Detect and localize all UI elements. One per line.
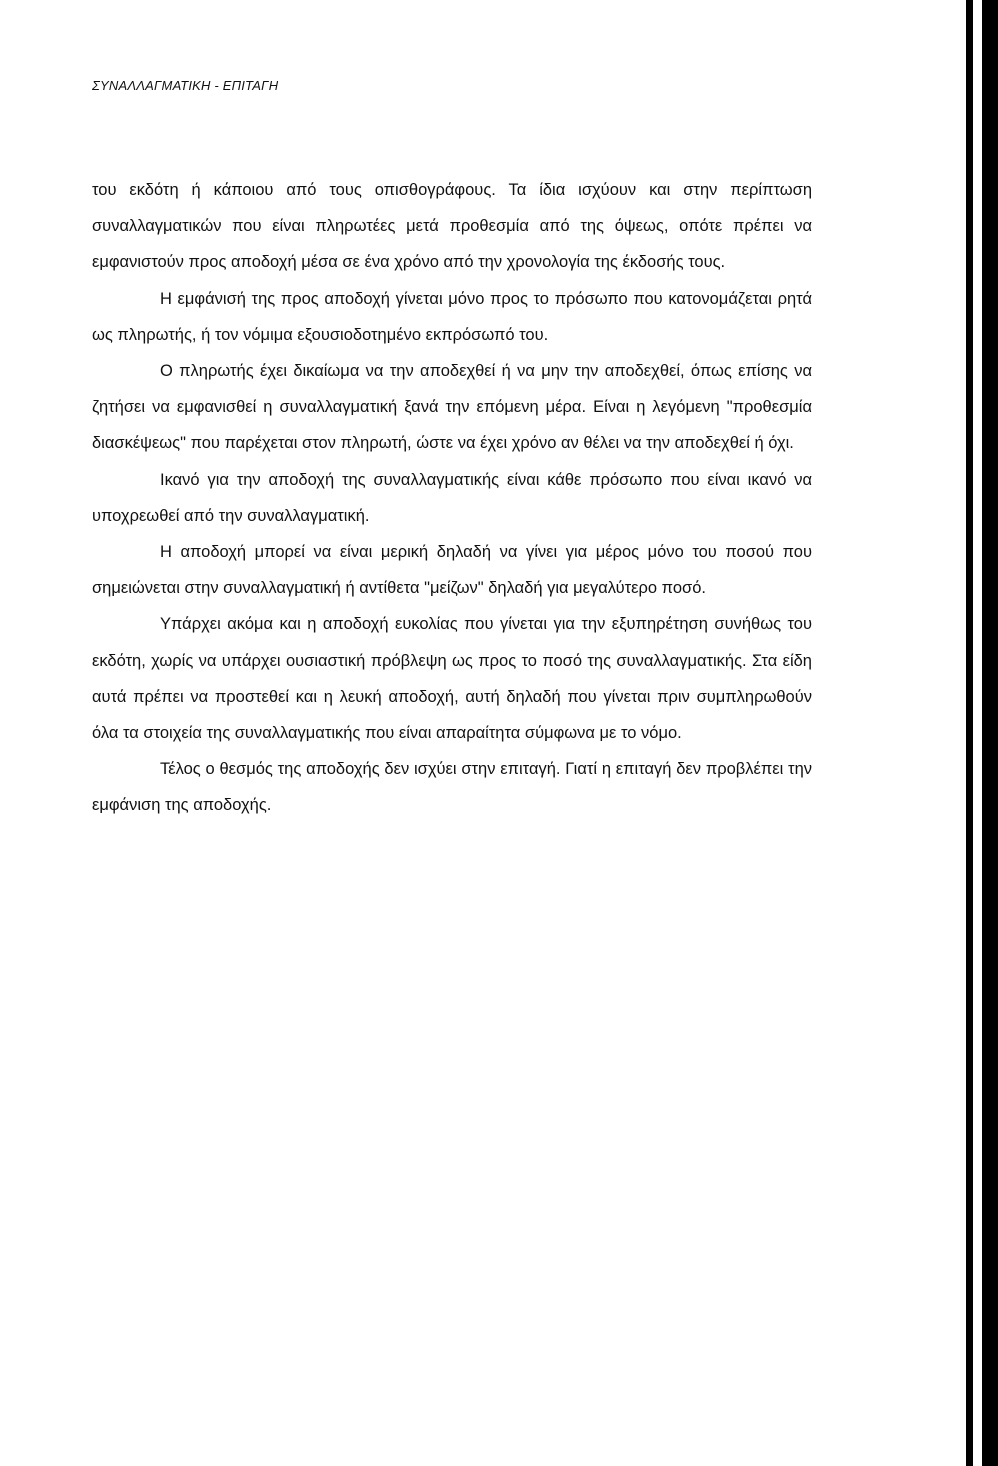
page-body bbox=[92, 172, 812, 824]
scan-edge-border bbox=[966, 0, 998, 1466]
paragraph-capacity: Ικανό για την αποδοχή της συναλλαγματικής είναι κάθε πρόσωπο που είναι ικανό να υποχρεωθεί από την συναλλαγματική. bbox=[92, 470, 812, 525]
scan-edge-gap bbox=[973, 0, 982, 1466]
paragraph-presentation-to-drawee: Η εμφάνισή της προς αποδοχή γίνεται μόνο προς το πρόσωπο που κατονομάζεται ρητά ως πληρωτής, ή τον νόμιμα εξουσιοδοτημένο εκπρόσωπό του. bbox=[92, 289, 812, 344]
paragraph-cheque-note: Τέλος ο θεσμός της αποδοχής δεν ισχύει στην επιταγή. Γιατί η επιταγή δεν προβλέπει την εμφάνιση της αποδοχής. bbox=[92, 760, 812, 815]
paragraph-drawee-rights: Ο πληρωτής έχει δικαίωμα να την αποδεχθεί ή να μην την αποδεχθεί, όπως επίσης να ζητήσει να εμφανισθεί η συναλλαγματική ξανά την επόμενη μέρα. Είναι η λεγόμενη "προθεσμία διασκέψεως" που παρέχεται στον πληρωτή, ώστε να έχει χρόνο αν θέλει να την αποδεχθεί ή όχι. bbox=[92, 362, 812, 453]
running-header: ΣΥΝΑΛΛΑΓΜΑΤΙΚΗ - ΕΠΙΤΑΓΗ bbox=[92, 78, 279, 93]
paragraph-continuation: του εκδότη ή κάποιου από τους οπισθογράφους. Τα ίδια ισχύουν και στην περίπτωση συναλλαγματικών που είναι πληρωτέες μετά προθεσμία από της όψεως, οπότε πρέπει να εμφανιστούν προς αποδοχή μέσα σε ένα χρόνο από την χρονολογία της έκδοσής τους. bbox=[92, 181, 812, 272]
paragraph-partial-acceptance: Η αποδοχή μπορεί να είναι μερική δηλαδή να γίνει για μέρος μόνο του ποσού που σημειώνεται στην συναλλαγματική ή αντίθετα "μείζων" δηλαδή για μεγαλύτερο ποσό. bbox=[92, 543, 812, 598]
paragraph-accommodation-acceptance: Υπάρχει ακόμα και η αποδοχή ευκολίας που γίνεται για την εξυπηρέτηση συνήθως του εκδότη, χωρίς να υπάρχει ουσιαστική πρόβλεψη ως προς το ποσό της συναλλαγματικής. Στα είδη αυτά πρέπει να προστεθεί και η λευκή αποδοχή, αυτή δηλαδή που γίνεται πριν συμπληρωθούν όλα τα στοιχεία της συναλλαγματικής που είναι απαραίτητα σύμφωνα με το νόμο. bbox=[92, 615, 812, 743]
